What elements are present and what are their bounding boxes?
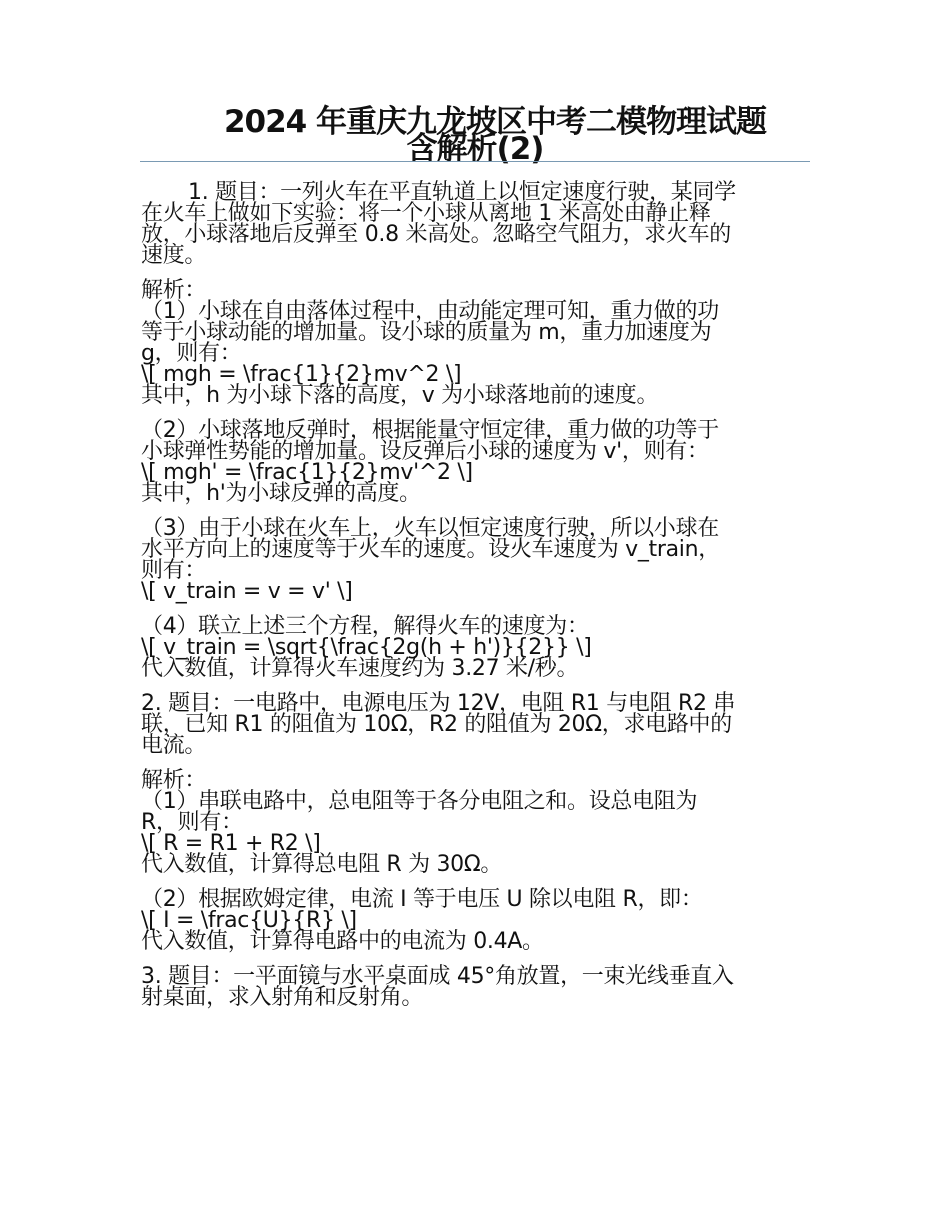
- title-line-1: 2024 年重庆九龙坡区中考二模物理试题: [223, 104, 767, 140]
- paragraph: [141, 889, 813, 952]
- text-line: 其中，h 为小球下落的高度，v 为小球落地前的速度。: [141, 383, 659, 408]
- text-line: 代入数值，计算得火车速度约为 3.27 米/秒。: [141, 656, 579, 681]
- text-line: 解析：: [141, 768, 207, 793]
- paragraph: [141, 280, 813, 406]
- text-line: 1. 题目：一列火车在平直轨道上以恒定速度行驶，某同学: [188, 180, 736, 205]
- text-line: 3. 题目：一平面镜与水平桌面成 45°角放置，一束光线垂直入: [141, 964, 734, 989]
- text-line: \[ R = R1 + R2 \]: [141, 831, 321, 856]
- text-line: \[ I = \frac{U}{R} \]: [141, 908, 357, 933]
- text-line: \[ mgh' = \frac{1}{2}mv'^2 \]: [141, 460, 473, 485]
- document-body: [141, 182, 813, 1022]
- text-line: 射桌面，求入射角和反射角。: [141, 985, 424, 1010]
- text-line: \[ v_train = \sqrt{\frac{2g(h + h')}{2}} \]: [141, 635, 592, 660]
- text-line: （1）小球在自由落体过程中，由动能定理可知，重力做的功: [141, 299, 719, 324]
- text-line: 等于小球动能的增加量。设小球的质量为 m，重力加速度为: [141, 320, 712, 345]
- paragraph: [141, 616, 813, 679]
- paragraph: [141, 518, 813, 602]
- text-line: 其中，h'为小球反弹的高度。: [141, 481, 421, 506]
- text-line: 代入数值，计算得总电阻 R 为 30Ω。: [141, 852, 503, 877]
- page-title: [140, 104, 810, 167]
- text-line: 代入数值，计算得电路中的电流为 0.4A。: [141, 929, 544, 954]
- text-line: 在火车上做如下实验：将一个小球从离地 1 米高处由静止释: [141, 201, 711, 226]
- text-line: \[ mgh = \frac{1}{2}mv^2 \]: [141, 362, 462, 387]
- title-line-2: 含解析(2): [406, 131, 544, 167]
- title-divider: [140, 161, 810, 162]
- paragraph: [141, 182, 813, 266]
- text-line: R，则有：: [141, 810, 243, 835]
- paragraph: [141, 770, 813, 875]
- text-line: 小球弹性势能的增加量。设反弹后小球的速度为 v'，则有：: [141, 439, 709, 464]
- text-line: 联，已知 R1 的阻值为 10Ω，R2 的阻值为 20Ω，求电路中的: [141, 712, 732, 737]
- text-line: 速度。: [141, 243, 207, 268]
- text-line: （4）联立上述三个方程，解得火车的速度为：: [141, 614, 589, 639]
- text-line: 解析：: [141, 278, 207, 303]
- text-line: （3）由于小球在火车上，火车以恒定速度行驶，所以小球在: [141, 516, 719, 541]
- text-line: （2）小球落地反弹时，根据能量守恒定律，重力做的功等于: [141, 418, 719, 443]
- text-line: （2）根据欧姆定律，电流 I 等于电压 U 除以电阻 R，即：: [141, 887, 703, 912]
- text-line: \[ v_train = v = v' \]: [141, 579, 353, 604]
- text-line: 则有：: [141, 558, 207, 583]
- text-line: 电流。: [141, 733, 207, 758]
- text-line: （1）串联电路中，总电阻等于各分电阻之和。设总电阻为: [141, 789, 698, 814]
- text-line: 水平方向上的速度等于火车的速度。设火车速度为 v_train，: [141, 537, 720, 562]
- paragraph: [141, 420, 813, 504]
- paragraph: [141, 693, 813, 756]
- text-line: g，则有：: [141, 341, 242, 366]
- text-line: 放，小球落地后反弹至 0.8 米高处。忽略空气阻力，求火车的: [141, 222, 731, 247]
- text-line: 2. 题目：一电路中，电源电压为 12V，电阻 R1 与电阻 R2 串: [141, 691, 736, 716]
- paragraph: [141, 966, 813, 1008]
